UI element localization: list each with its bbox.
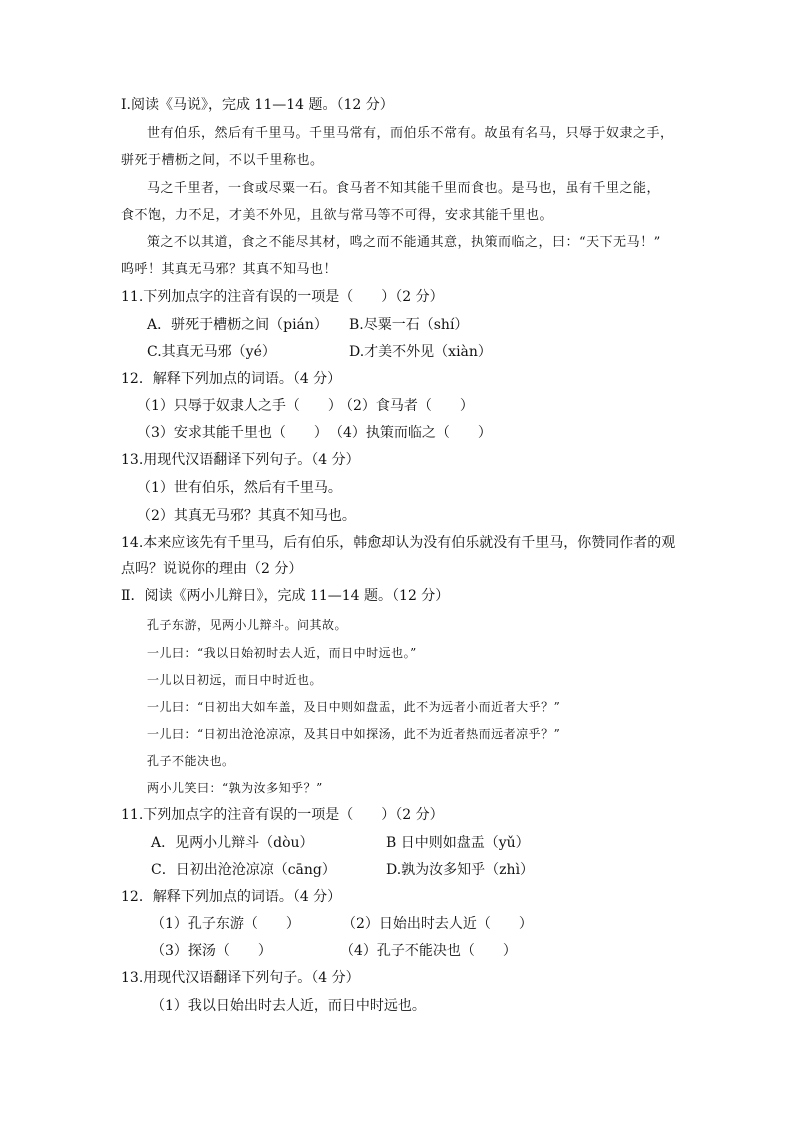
question-11-stem: 11.下列加点字的注音有误的一项是（ ）（2 分） [121,807,444,823]
item-4: （4）执策而临之（ ） [329,425,492,441]
question-14-line: 14.本来应该先有千里马，后有伯乐，韩愈却认为没有伯乐就没有千里马，你赞同作者的观 [121,535,676,551]
question-13-stem: 13.用现代汉语翻译下列句子。（4 分） [121,452,360,468]
item-4: （4）孔子不能决也（ ） [340,943,517,959]
option-c: C．日初出沧沧凉凉（cāng） [151,862,336,878]
sentence-1: （1）我以日始出时去人近，而日中时远也。 [151,998,426,1014]
item-1: （1）孔子东游（ ） [151,916,300,932]
passage-line: 骈死于槽枥之间，不以千里称也。 [121,153,324,168]
passage-line: 一儿曰：“日初出沧沧凉凉，及其日中如探汤，此不为近者热而远者凉乎？” [147,727,561,741]
item-3: （3）安求其能千里也（ ） [137,425,328,441]
part2-heading: Ⅱ．阅读《两小儿辩日》，完成 11—14 题。（12 分） [121,588,450,604]
question-12-stem: 12．解释下列加点的词语。（4 分） [121,889,342,905]
passage-line: 呜呼！其真无马邪？其真不知马也！ [121,262,338,277]
part1-heading: Ⅰ.阅读《马说》，完成 11—14 题。（12 分） [121,97,394,113]
item-2: （2）日始出时去人近（ ） [342,916,533,932]
passage-line: 两小儿笑曰：“孰为汝多知乎？” [147,781,323,795]
passage-line: 世有伯乐，然后有千里马。千里马常有，而伯乐不常有。故虽有名马，只辱于奴隶之手， [147,126,674,141]
passage-line: 孔子不能决也。 [147,754,235,768]
passage-line: 食不饱，力不足，才美不外见，且欲与常马等不可得，安求其能千里也。 [121,208,554,223]
option-a: A．见两小儿辩斗（dòu） [151,835,314,851]
passage-line: 一儿以日初远，而日中时近也。 [147,673,323,687]
sentence-2: （2）其真无马邪？其真不知马也。 [137,508,356,524]
question-11-stem: 11.下列加点字的注音有误的一项是（ ）（2 分） [121,289,444,305]
option-b: B.尽粟一石（shí） [349,317,469,333]
option-a: A．骈死于槽枥之间（pián） [147,317,328,333]
question-12-stem: 12．解释下列加点的词语。（4 分） [121,371,342,387]
option-d: D.孰为汝多知乎（zhì） [386,862,535,878]
passage-line: 一儿曰：“日初出大如车盖，及日中则如盘盂，此不为远者小而近者大乎？” [147,700,561,714]
item-3: （3）探汤（ ） [151,943,272,959]
option-c: C.其真无马邪（yé） [147,344,276,360]
passage-line: 孔子东游，见两小儿辩斗。问其故。 [147,618,348,632]
option-d: D.才美不外见（xiàn） [349,344,492,360]
passage-line: 策之不以其道，食之不能尽其材，鸣之而不能通其意，执策而临之，曰：“天下无马！” [147,235,661,250]
option-b: B 日中则如盘盂（yǔ） [386,835,530,851]
question-13-stem: 13.用现代汉语翻译下列句子。（4 分） [121,970,360,986]
item-1: （1）只辱于奴隶人之手（ ） [137,398,342,414]
item-2: （2）食马者（ ） [339,398,474,414]
question-14-line: 点吗？说说你的理由（2 分） [121,561,303,577]
passage-line: 一儿曰：“我以日始初时去人近，而日中时远也。” [147,646,417,660]
sentence-1: （1）世有伯乐，然后有千里马。 [137,480,342,496]
passage-line: 马之千里者，一食或尽粟一石。食马者不知其能千里而食也。是马也，虽有千里之能， [147,181,661,196]
